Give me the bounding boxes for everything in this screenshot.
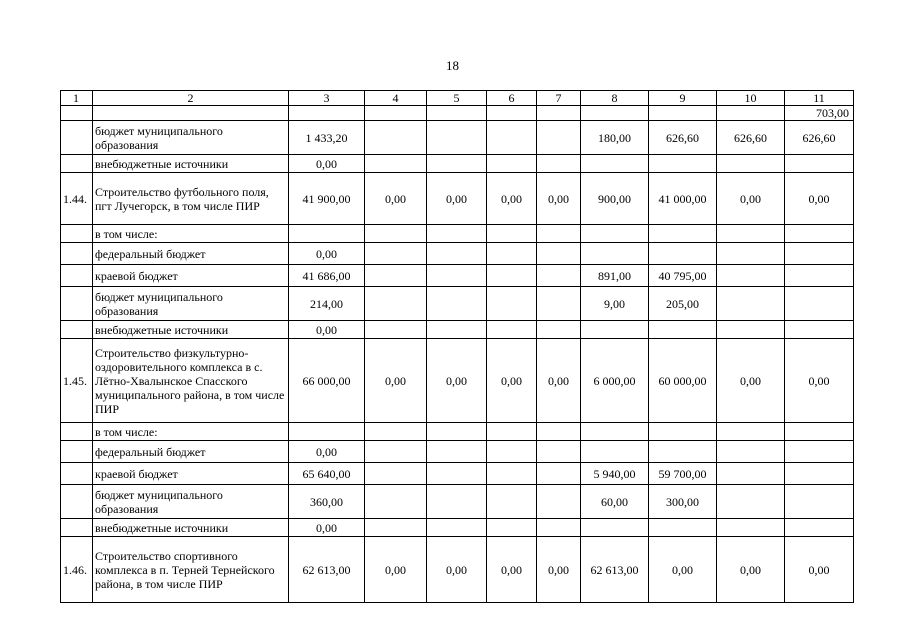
cell-col-6 — [487, 519, 537, 537]
cell-col-7 — [537, 243, 581, 265]
row-name: внебюджетные источники — [93, 155, 289, 173]
column-header: 6 — [487, 91, 537, 106]
cell-col-3: 0,00 — [289, 441, 365, 463]
carry-over-value: 703,00 — [785, 106, 854, 121]
cell-col-8 — [581, 243, 649, 265]
cell-col-4: 0,00 — [365, 173, 427, 225]
column-header: 7 — [537, 91, 581, 106]
cell-col-7 — [537, 265, 581, 287]
row-index — [61, 225, 93, 243]
cell-col-6 — [487, 121, 537, 155]
cell-col-8: 900,00 — [581, 173, 649, 225]
cell-col-11 — [785, 265, 854, 287]
cell-col-10 — [717, 463, 785, 485]
row-name: бюджет муниципального образования — [93, 121, 289, 155]
cell-col-9: 300,00 — [649, 485, 717, 519]
cell-col-10 — [717, 519, 785, 537]
cell-col-3 — [289, 423, 365, 441]
cell-col-9: 40 795,00 — [649, 265, 717, 287]
cell-col-7 — [537, 441, 581, 463]
column-header: 10 — [717, 91, 785, 106]
column-header: 1 — [61, 91, 93, 106]
cell-col-7 — [537, 463, 581, 485]
cell-col-4 — [365, 225, 427, 243]
cell-col-10 — [717, 485, 785, 519]
row-name: федеральный бюджет — [93, 243, 289, 265]
cell-col-5: 0,00 — [427, 173, 487, 225]
row-index — [61, 121, 93, 155]
table-row — [61, 321, 854, 339]
row-name: краевой бюджет — [93, 463, 289, 485]
cell-col-11: 0,00 — [785, 339, 854, 423]
cell-col-5 — [427, 463, 487, 485]
cell-col-10 — [717, 321, 785, 339]
row-name: Строительство футбольного поля, пгт Лучегорск, в том числе ПИР — [93, 173, 289, 225]
cell-col-11 — [785, 441, 854, 463]
cell-col-4 — [365, 463, 427, 485]
row-index — [61, 463, 93, 485]
cell-col-8 — [581, 441, 649, 463]
cell-col-6 — [487, 463, 537, 485]
cell-col-6 — [487, 155, 537, 173]
cell-col-8 — [581, 423, 649, 441]
cell-col-3: 62 613,00 — [289, 537, 365, 603]
cell-col-8: 60,00 — [581, 485, 649, 519]
cell-col-5 — [427, 155, 487, 173]
cell-col-6 — [487, 485, 537, 519]
row-name: Строительство спортивного комплекса в п. Терней Тернейского района, в том числе ПИР — [93, 537, 289, 603]
cell-col-9: 59 700,00 — [649, 463, 717, 485]
row-name: в том числе: — [93, 225, 289, 243]
cell-col-4 — [365, 243, 427, 265]
cell-col-5: 0,00 — [427, 339, 487, 423]
row-index — [61, 321, 93, 339]
cell-col-3: 41 900,00 — [289, 173, 365, 225]
column-header: 11 — [785, 91, 854, 106]
cell-col-8: 6 000,00 — [581, 339, 649, 423]
cell-col-6 — [487, 225, 537, 243]
cell-col-5 — [427, 423, 487, 441]
cell-col-7: 0,00 — [537, 537, 581, 603]
table-row — [61, 121, 854, 155]
row-index — [61, 423, 93, 441]
cell-col-4 — [365, 485, 427, 519]
cell-col-10: 0,00 — [717, 173, 785, 225]
cell-col-7 — [537, 423, 581, 441]
cell-col-9: 0,00 — [649, 537, 717, 603]
cell-col-3: 1 433,20 — [289, 121, 365, 155]
cell-col-4 — [365, 423, 427, 441]
cell-col-5 — [427, 243, 487, 265]
cell-col-6 — [487, 287, 537, 321]
row-index — [61, 265, 93, 287]
cell-col-10 — [717, 423, 785, 441]
cell-col-7: 0,00 — [537, 173, 581, 225]
cell-col-3: 214,00 — [289, 287, 365, 321]
cell-col-10 — [717, 265, 785, 287]
cell-col-3: 66 000,00 — [289, 339, 365, 423]
table-row — [61, 243, 854, 265]
row-name: в том числе: — [93, 423, 289, 441]
cell-col-8 — [581, 321, 649, 339]
cell-col-3: 0,00 — [289, 155, 365, 173]
cell-col-6 — [487, 243, 537, 265]
cell-col-9: 41 000,00 — [649, 173, 717, 225]
cell-col-10 — [717, 155, 785, 173]
row-name: бюджет муниципального образования — [93, 485, 289, 519]
table-row — [61, 463, 854, 485]
row-name: федеральный бюджет — [93, 441, 289, 463]
cell-col-9 — [649, 519, 717, 537]
row-index — [61, 441, 93, 463]
cell-col-9: 205,00 — [649, 287, 717, 321]
cell-col-10 — [717, 287, 785, 321]
cell-col-7 — [537, 321, 581, 339]
cell-col-4: 0,00 — [365, 537, 427, 603]
cell-col-8 — [581, 155, 649, 173]
cell-col-8 — [581, 225, 649, 243]
column-header: 8 — [581, 91, 649, 106]
table-row — [61, 441, 854, 463]
cell-col-3 — [289, 225, 365, 243]
cell-col-7 — [537, 155, 581, 173]
page-number: 18 — [446, 58, 459, 73]
table-row — [61, 537, 854, 603]
column-header: 4 — [365, 91, 427, 106]
row-name: внебюджетные источники — [93, 519, 289, 537]
cell-col-5 — [427, 287, 487, 321]
cell-col-9 — [649, 423, 717, 441]
row-name: внебюджетные источники — [93, 321, 289, 339]
cell-col-5 — [427, 441, 487, 463]
cell-col-10: 626,60 — [717, 121, 785, 155]
row-index — [61, 243, 93, 265]
cell-col-11 — [785, 155, 854, 173]
row-name: Строительство физкультурно-оздоровительного комплекса в с. Лётно-Хвалынское Спасского муниципального района, в том числе ПИР — [93, 339, 289, 423]
cell-col-4 — [365, 155, 427, 173]
cell-col-10 — [717, 441, 785, 463]
cell-col-11 — [785, 423, 854, 441]
table-row — [61, 287, 854, 321]
budget-table — [60, 90, 854, 603]
cell-col-4 — [365, 265, 427, 287]
table-row — [61, 225, 854, 243]
cell-col-11 — [785, 519, 854, 537]
table-row — [61, 423, 854, 441]
cell-col-9 — [649, 243, 717, 265]
column-header: 3 — [289, 91, 365, 106]
cell-col-11 — [785, 287, 854, 321]
cell-col-4: 0,00 — [365, 339, 427, 423]
cell-col-7 — [537, 287, 581, 321]
cell-col-11: 0,00 — [785, 173, 854, 225]
cell-col-4 — [365, 121, 427, 155]
cell-col-6 — [487, 423, 537, 441]
column-header: 5 — [427, 91, 487, 106]
cell-col-7 — [537, 485, 581, 519]
cell-col-5 — [427, 265, 487, 287]
cell-col-4 — [365, 287, 427, 321]
cell-col-6 — [487, 321, 537, 339]
cell-col-6: 0,00 — [487, 537, 537, 603]
carry-over-row — [61, 106, 854, 121]
row-index: 1.44. — [61, 173, 93, 225]
cell-col-8: 891,00 — [581, 265, 649, 287]
cell-col-5: 0,00 — [427, 537, 487, 603]
table-row — [61, 265, 854, 287]
cell-col-9 — [649, 225, 717, 243]
table-row — [61, 485, 854, 519]
cell-col-7: 0,00 — [537, 339, 581, 423]
cell-col-3: 41 686,00 — [289, 265, 365, 287]
table-row — [61, 173, 854, 225]
cell-col-10: 0,00 — [717, 339, 785, 423]
row-index — [61, 155, 93, 173]
cell-col-5 — [427, 225, 487, 243]
cell-col-11 — [785, 485, 854, 519]
cell-col-5 — [427, 121, 487, 155]
cell-col-3: 0,00 — [289, 519, 365, 537]
cell-col-11 — [785, 321, 854, 339]
cell-col-8 — [581, 519, 649, 537]
cell-col-4 — [365, 441, 427, 463]
cell-col-11 — [785, 463, 854, 485]
cell-col-6 — [487, 265, 537, 287]
cell-col-8: 62 613,00 — [581, 537, 649, 603]
row-index: 1.45. — [61, 339, 93, 423]
column-header: 9 — [649, 91, 717, 106]
cell-col-8: 5 940,00 — [581, 463, 649, 485]
cell-col-8: 180,00 — [581, 121, 649, 155]
cell-col-4 — [365, 321, 427, 339]
cell-col-3: 0,00 — [289, 321, 365, 339]
cell-col-10 — [717, 243, 785, 265]
cell-col-10 — [717, 225, 785, 243]
cell-col-5 — [427, 519, 487, 537]
table-row — [61, 519, 854, 537]
cell-col-7 — [537, 519, 581, 537]
cell-col-9 — [649, 155, 717, 173]
row-name: бюджет муниципального образования — [93, 287, 289, 321]
row-index — [61, 485, 93, 519]
cell-col-11 — [785, 243, 854, 265]
cell-col-11 — [785, 225, 854, 243]
cell-col-3: 65 640,00 — [289, 463, 365, 485]
cell-col-9 — [649, 441, 717, 463]
cell-col-4 — [365, 519, 427, 537]
cell-col-10: 0,00 — [717, 537, 785, 603]
table-row — [61, 155, 854, 173]
cell-col-6 — [487, 441, 537, 463]
row-index: 1.46. — [61, 537, 93, 603]
cell-col-9 — [649, 321, 717, 339]
cell-col-7 — [537, 121, 581, 155]
row-index — [61, 287, 93, 321]
cell-col-11: 626,60 — [785, 121, 854, 155]
header-row — [61, 91, 854, 106]
cell-col-5 — [427, 321, 487, 339]
cell-col-11: 0,00 — [785, 537, 854, 603]
cell-col-9: 626,60 — [649, 121, 717, 155]
cell-col-8: 9,00 — [581, 287, 649, 321]
cell-col-3: 360,00 — [289, 485, 365, 519]
column-header: 2 — [93, 91, 289, 106]
row-name: краевой бюджет — [93, 265, 289, 287]
cell-col-5 — [427, 485, 487, 519]
cell-col-9: 60 000,00 — [649, 339, 717, 423]
cell-col-6: 0,00 — [487, 339, 537, 423]
table-row — [61, 339, 854, 423]
row-index — [61, 519, 93, 537]
cell-col-7 — [537, 225, 581, 243]
cell-col-3: 0,00 — [289, 243, 365, 265]
cell-col-6: 0,00 — [487, 173, 537, 225]
